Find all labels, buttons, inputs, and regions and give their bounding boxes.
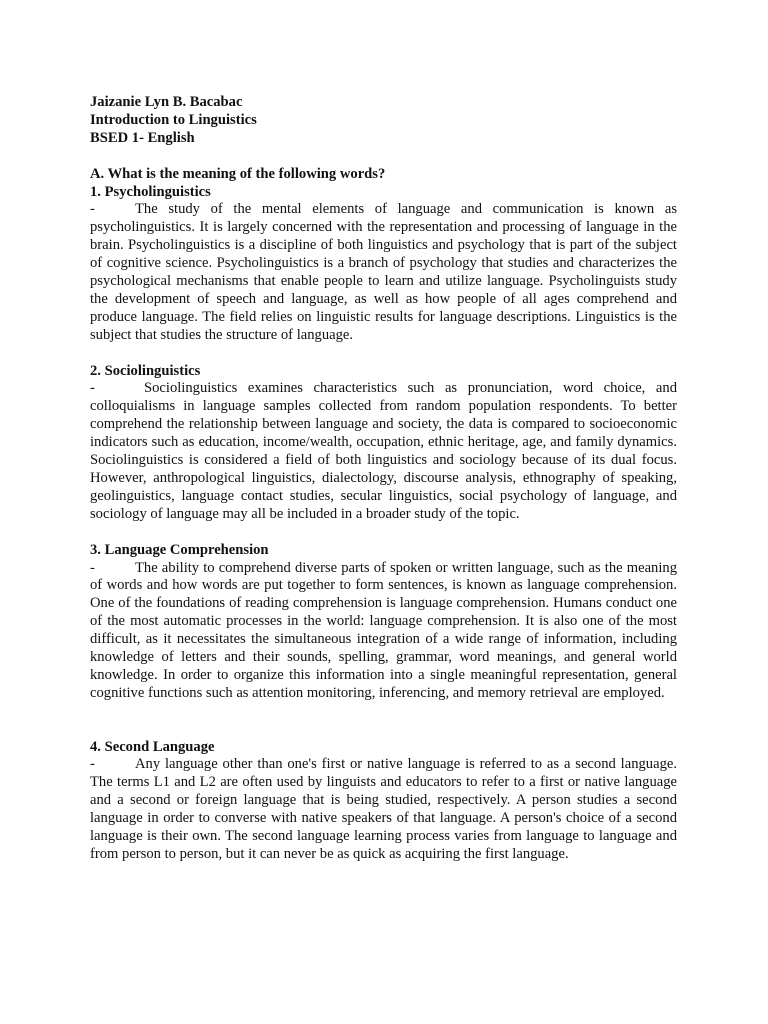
dash-marker: - [90,201,95,218]
dash-marker: - [90,756,95,773]
item-definition-second-language [90,756,677,863]
section-label: BSED 1- English [90,129,195,146]
document-page [90,94,677,864]
item-definition-sociolinguistics [90,380,677,523]
course-title: Introduction to Linguistics [90,111,257,128]
spacer [90,345,677,363]
item-definition-psycholinguistics [90,201,677,344]
definition-text: Any language other than one's first or native language is referred to as a second language. The terms L1 and L2 are often used by linguists and educators to refer to a first or native language and a second or foreign language that is being studied, respectively. A person studies a second language in order to converse with native speakers of that language. A person's choice of a second language is their own. The second language learning process varies from language to language and from person to person, but it can never be as quick as acquiring the first language. [90,756,677,862]
item-heading-sociolinguistics: 2. Sociolinguistics [90,362,201,379]
spacer [90,703,677,739]
dash-marker: - [90,559,95,576]
item-heading-psycholinguistics: 1. Psycholinguistics [90,183,211,200]
item-heading-second-language: 4. Second Language [90,738,215,755]
spacer [90,524,677,542]
definition-text: Sociolinguistics examines characteristics such as pronunciation, word choice, and colloquialisms in language samples collected from random population respondents. To better comprehend the relationship between language and society, the data is compared to socioeconomic indicators such as education, income/wealth, occupation, ethnic heritage, age, and family dynamics. Sociolinguistics is considered a field of both linguistics and sociology because of its dual focus. However, anthropological linguistics, dialectology, discourse analysis, ethnography of speaking, geolinguistics, language contact studies, secular linguistics, social psychology of language, and sociology of language may all be included in a broader study of the topic. [90,380,677,522]
dash-marker: - [90,380,95,397]
spacer [90,148,677,166]
student-name: Jaizanie Lyn B. Bacabac [90,94,243,110]
question-heading: A. What is the meaning of the following words? [90,165,386,182]
definition-text: The ability to comprehend diverse parts of spoken or written language, such as the meaning of words and how words are put together to form sentences, is known as language comprehension. One of the foundations of reading comprehension is language comprehension. Humans conduct one of the most automatic processes in the world: language comprehension. It is also one of the most difficult, as it necessitates the simultaneous integration of a wide range of information, including knowledge of letters and their sounds, spelling, grammar, word meanings, and general world knowledge. In order to organize this information into a single meaningful representation, general cognitive functions such as attention monitoring, inferencing, and memory retrieval are employed. [90,559,677,701]
item-definition-language-comprehension [90,560,677,703]
definition-text: The study of the mental elements of language and communication is known as psycholinguistics. It is largely concerned with the representation and processing of language in the brain. Psycholinguistics is a discipline of both linguistics and psychology that is part of the subject of cognitive science. Psycholinguistics is a branch of psychology that studies and characterizes the psychological mechanisms that enable people to learn and utilize language. Psycholinguists study the development of speech and language, as well as how people of all ages comprehend and produce language. The field relies on linguistic results for language descriptions. Linguistics is the subject that studies the structure of language. [90,201,677,343]
item-heading-language-comprehension: 3. Language Comprehension [90,541,269,558]
